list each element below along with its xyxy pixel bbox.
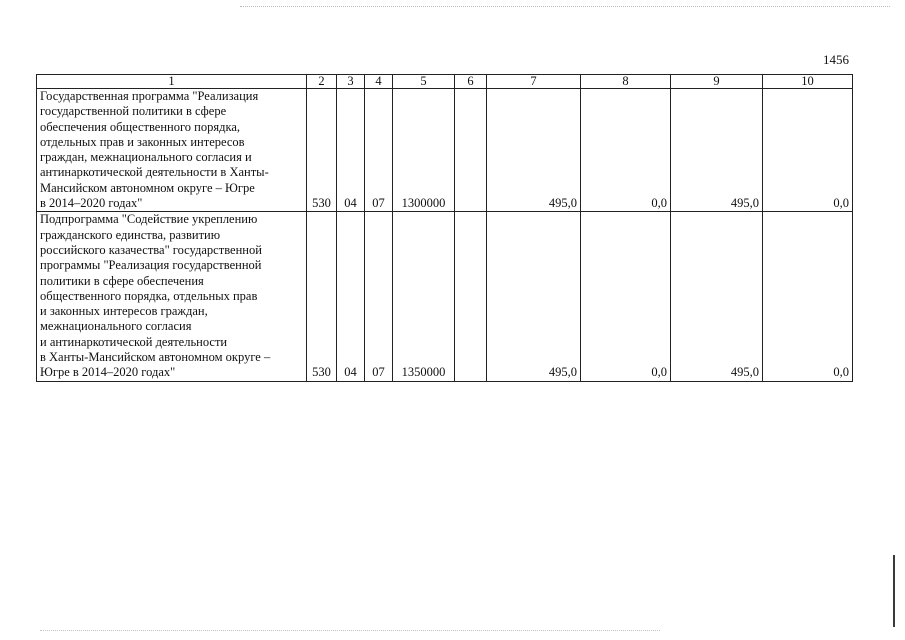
program-name-line: Мансийском автономном округе – Югре — [40, 180, 255, 195]
subsection-code-cell: 07 — [365, 212, 393, 381]
program-name-line: государственной политики в сфере — [40, 104, 227, 119]
program-name-line: отдельных прав и законных интересов — [40, 134, 245, 149]
ministry-code-cell: 530 — [307, 212, 337, 381]
subprogram-name-line: российского казачества" государственной — [40, 242, 262, 257]
program-name-line: в 2014–2020 годах" — [40, 196, 143, 211]
section-code-cell: 04 — [337, 212, 365, 381]
column-header: 1 — [37, 75, 307, 89]
subsection-code-cell: 07 — [365, 89, 393, 212]
table-header-row — [37, 75, 853, 89]
table-row — [37, 212, 853, 381]
target-article-cell: 1300000 — [393, 89, 455, 212]
program-name-line: антинаркотической деятельности в Ханты- — [40, 165, 269, 180]
subprogram-name-line: гражданского единства, развитию — [40, 227, 221, 242]
amount-cell: 495,0 — [487, 212, 581, 381]
amount-cell: 0,0 — [581, 89, 671, 212]
amount-cell: 0,0 — [581, 212, 671, 381]
subprogram-name-line: в Ханты-Мансийском автономном округе – — [40, 350, 271, 365]
section-code-cell: 04 — [337, 89, 365, 212]
expense-type-cell — [455, 212, 487, 381]
subprogram-name-line: Югре в 2014–2020 годах" — [40, 365, 176, 380]
column-header: 9 — [671, 75, 763, 89]
program-name-cell — [37, 89, 307, 212]
column-header: 2 — [307, 75, 337, 89]
amount-cell: 495,0 — [487, 89, 581, 212]
column-header: 8 — [581, 75, 671, 89]
ministry-code-cell: 530 — [307, 89, 337, 212]
expense-type-cell — [455, 89, 487, 212]
column-header: 5 — [393, 75, 455, 89]
column-header: 6 — [455, 75, 487, 89]
subprogram-name-cell — [37, 212, 307, 381]
scan-artifact-bottom — [40, 630, 660, 631]
column-header: 3 — [337, 75, 365, 89]
program-name-line: Государственная программа "Реализация — [40, 89, 259, 103]
subprogram-name-line: и антинаркотической деятельности — [40, 334, 228, 349]
amount-cell: 495,0 — [671, 89, 763, 212]
page-number: 1456 — [823, 52, 849, 67]
budget-table — [36, 74, 853, 382]
program-name-line: граждан, межнационального согласия и — [40, 150, 252, 165]
scan-edge-mark — [893, 555, 895, 627]
subprogram-name-line: и законных интересов граждан, — [40, 304, 208, 319]
column-header: 10 — [763, 75, 853, 89]
program-name-line: обеспечения общественного порядка, — [40, 119, 241, 134]
amount-cell: 0,0 — [763, 212, 853, 381]
amount-cell: 495,0 — [671, 212, 763, 381]
subprogram-name-line: политики в сфере обеспечения — [40, 273, 204, 288]
subprogram-name-line: программы "Реализация государственной — [40, 258, 262, 273]
subprogram-name-line: Подпрограмма "Содействие укреплению — [40, 212, 258, 227]
subprogram-name-line: общественного порядка, отдельных прав — [40, 288, 258, 303]
column-header: 7 — [487, 75, 581, 89]
scan-artifact-top — [240, 6, 890, 7]
column-header: 4 — [365, 75, 393, 89]
amount-cell: 0,0 — [763, 89, 853, 212]
table-row — [37, 89, 853, 212]
subprogram-name-line: межнационального согласия — [40, 319, 192, 334]
target-article-cell: 1350000 — [393, 212, 455, 381]
